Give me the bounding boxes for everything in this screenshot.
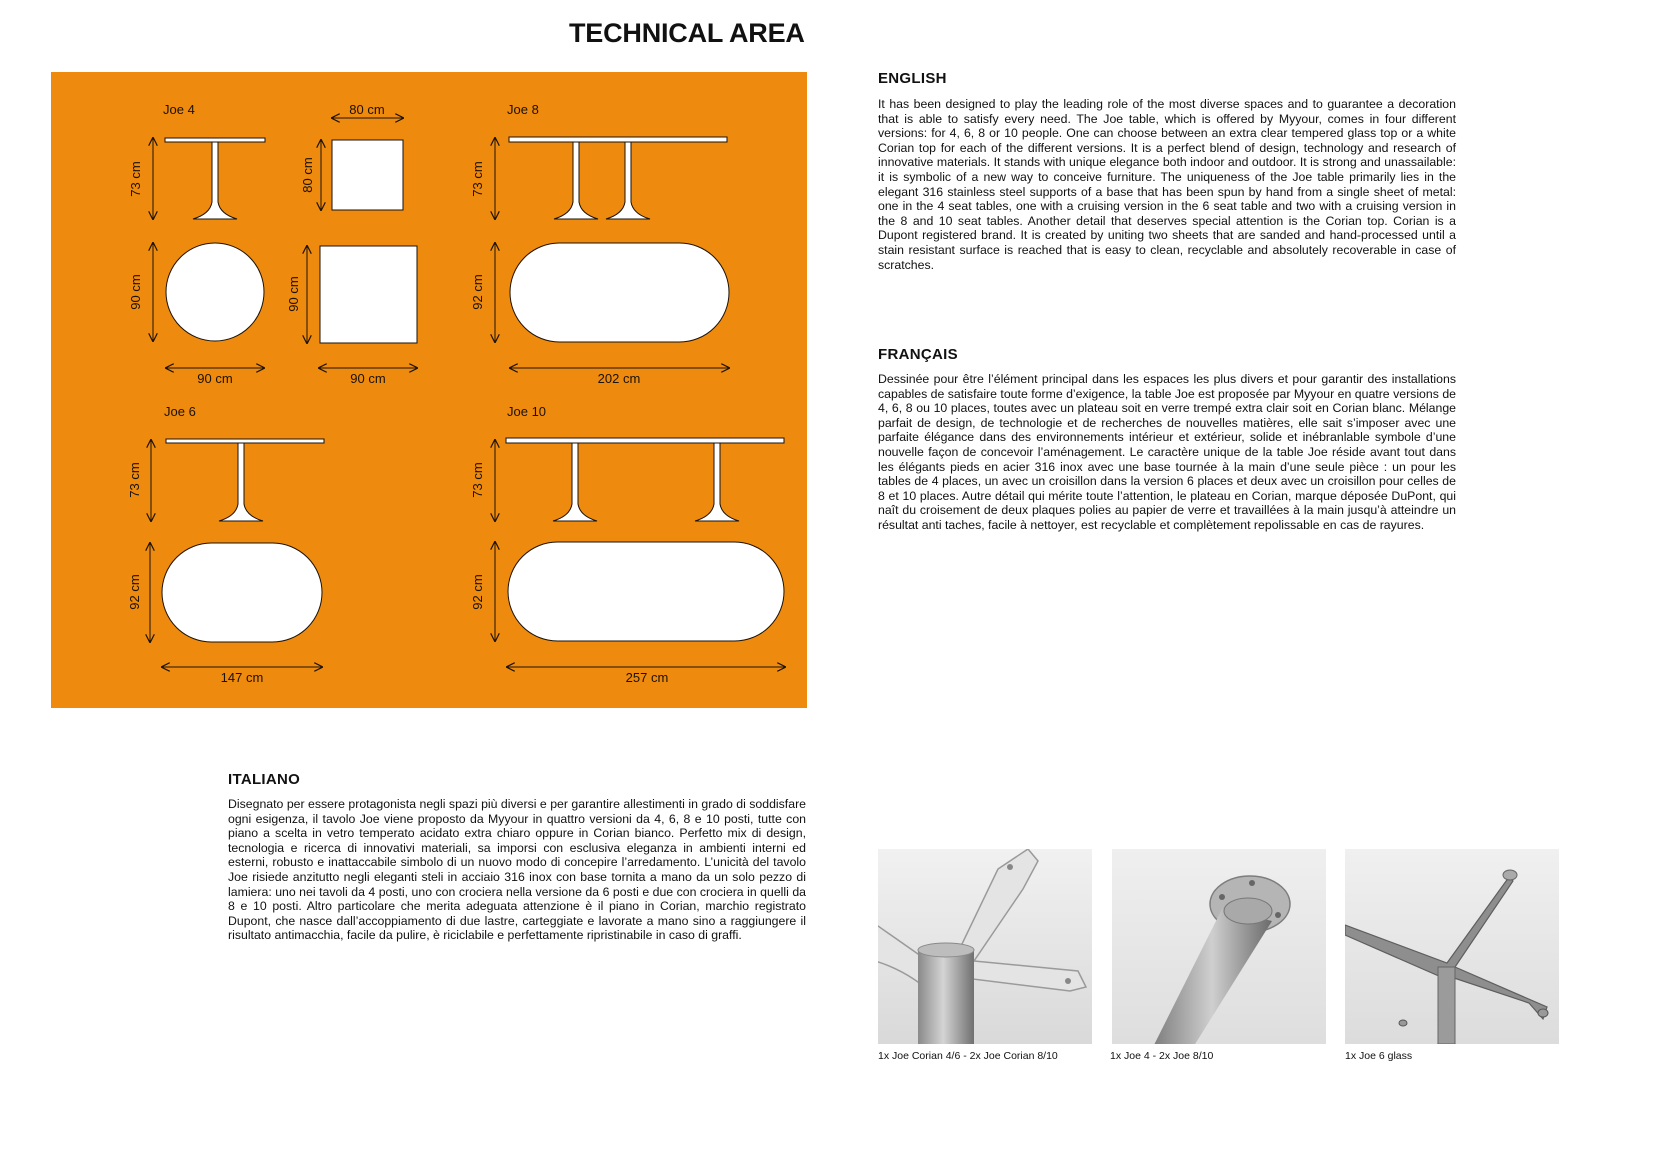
- square-depth-label: 90 cm: [286, 276, 301, 312]
- joe8-drawing: [470, 102, 729, 386]
- square-height-label: 80 cm: [300, 157, 315, 193]
- square-small-view: [332, 140, 403, 210]
- joe6-depth-label: 92 cm: [127, 574, 142, 610]
- photo-corian-base: [878, 849, 1092, 1044]
- page-title: TECHNICAL AREA: [569, 18, 805, 48]
- joe8-depth-label: 92 cm: [470, 274, 485, 310]
- joe10-drawing: [470, 404, 785, 685]
- joe6-side-leg: [219, 443, 263, 521]
- english-heading: ENGLISH: [878, 70, 947, 87]
- square-drawing: [286, 102, 417, 386]
- joe8-side-top: [509, 137, 727, 142]
- joe10-side-leg-right: [695, 443, 739, 521]
- photo-caption-2: 1x Joe 4 - 2x Joe 8/10: [1110, 1050, 1214, 1062]
- joe6-width-label: 147 cm: [220, 670, 264, 685]
- joe8-side-leg-left: [554, 142, 598, 219]
- joe10-side-leg-left: [553, 443, 597, 521]
- joe4-base-image: [1112, 849, 1326, 1044]
- square-top-view: [320, 246, 417, 343]
- joe8-height-label: 73 cm: [470, 161, 485, 197]
- joe4-width-label: 90 cm: [197, 371, 233, 386]
- joe6-drawing: [127, 404, 324, 685]
- square-width-label: 90 cm: [350, 371, 386, 386]
- joe10-depth-label: 92 cm: [470, 574, 485, 610]
- joe4-side-leg: [193, 142, 237, 219]
- technical-diagram: [51, 72, 807, 708]
- joe10-side-top: [506, 438, 784, 443]
- italian-body: Disegnato per essere protagonista negli spazi più diversi e per garantire allestimenti in grado di soddisfare ogni esigenza, il tavolo Joe viene proposto da Myyour in quattro versioni da 4, 6, 8 e 10 posti, tutte con piano a scelta in vetro temperato acidato extra chiaro oppure in Corian bianco. Perfetto mix di design, tecnologia e ricerca di innovativi materiali, sa imporsi con esclusiva eleganza in ambienti interni ed esterni, robusto e inattaccabile simbolo di un nuovo modo di concepire l’arredamento. L’unicità del tavolo Joe risiede anzitutto negli eleganti steli in acciaio 316 inox con base tornita a mano da un solo pezzo di lamiera: uno nei tavoli da 4 posti, uno con crociera nella versione da 6 posti e due con crociera in quelli da 8 e 10 posti. Altro particolare che merita adeguata attenzione è il piano in Corian, marchio registrato Dupont, che nasce dall’accoppiamento di due lastre, carteggiate e lavorate a mano sino a raggiungere il risultato antimacchia, facile da pulire, è riciclabile e perfettamente ripristinabile in caso di graffi.: [228, 797, 806, 943]
- joe10-label: Joe 10: [507, 404, 547, 419]
- technical-diagram-panel: [51, 72, 807, 708]
- joe6-height-label: 73 cm: [127, 462, 142, 498]
- joe8-top-view: [510, 243, 729, 342]
- english-body: It has been designed to play the leading role of the most diverse spaces and to guarantee a decoration that is able to satisfy every need. The Joe table, which is offered by Myyour, comes in four different versions: for 4, 6, 8 or 10 people. One can choose between an extra clear tempered glass top or a white Corian top for each of the different versions. It is a perfect blend of design, technology and research of innovative materials. It stands with unique elegance both indoor and outdoor. It is strong and unassailable: it is symbolic of a new way to conceive furniture. The uniqueness of the Joe table primarily lies in the elegant 316 stainless steel supports of a base that has been spun by hand from a single sheet of metal: one in the 4 seat tables, one with a cruising version in the 6 seat table and two with a cruising version in the 8 and 10 seat tables. Another detail that deserves special attention is the Corian top. Corian is a Dupont registered brand. It is created by uniting two sheets that are sanded and hand-processed until a stain resistant surface is reached that is easy to clean, recyclable and absolutely recoverable in case of scratches.: [878, 97, 1456, 272]
- joe6-glass-base-image: [1345, 849, 1559, 1044]
- square-top-width-label: 80 cm: [349, 102, 385, 117]
- joe8-label: Joe 8: [507, 102, 539, 117]
- joe4-depth-label: 90 cm: [128, 274, 143, 310]
- joe4-drawing: [128, 102, 265, 386]
- joe6-side-top: [166, 439, 324, 443]
- joe10-top-view: [508, 542, 784, 641]
- joe6-top-view: [162, 543, 322, 642]
- corian-base-image: [878, 849, 1092, 1044]
- joe4-top-view: [166, 243, 264, 341]
- joe6-label: Joe 6: [164, 404, 196, 419]
- joe8-width-label: 202 cm: [597, 371, 641, 386]
- joe10-height-label: 73 cm: [470, 462, 485, 498]
- joe4-height-label: 73 cm: [128, 161, 143, 197]
- joe8-side-leg-right: [606, 142, 650, 219]
- photo-caption-3: 1x Joe 6 glass: [1345, 1050, 1413, 1062]
- joe10-width-label: 257 cm: [625, 670, 669, 685]
- photo-joe6-glass-base: [1345, 849, 1559, 1044]
- french-body: Dessinée pour être l’élément principal dans les espaces les plus divers et pour garantir des installations capables de satisfaire toute forme d’exigence, la table Joe est proposée par Myyour en quatre versions de 4, 6, 8 ou 10 places, toutes avec un plateau soit en verre trempé extra clair soit en Corian blanc. Mélange parfait de design, de technologie et de recherches de nouvelles matières, elle sait s’imposer avec une parfaite élégance dans des environnements intérieur et extérieur, solide et inébranlable symbole d’une nouvelle façon de concevoir l’aménagement. Le caractère unique de la table Joe réside avant tout dans les élégants pieds en acier 316 inox avec une base tournée à la main d’une seule pièce : un pour les tables de 4 places, un avec un croisillon dans la version 6 places et deux avec un croisillon pour celles de 8 et 10 places. Autre détail qui mérite toute l’attention, le plateau en Corian, marque déposée DuPont, qui naît du croisement de deux plaques polies au papier de verre et travaillées à la main jusqu’à atteindre un résultat anti taches, facile à nettoyer, est recyclable et complètement repolissable en cas de rayures.: [878, 372, 1456, 532]
- photo-joe4-base: [1112, 849, 1326, 1044]
- joe4-label: Joe 4: [163, 102, 195, 117]
- italian-heading: ITALIANO: [228, 771, 301, 788]
- french-heading: FRANÇAIS: [878, 346, 958, 363]
- photo-caption-1: 1x Joe Corian 4/6 - 2x Joe Corian 8/10: [878, 1050, 1058, 1062]
- joe4-side-top: [165, 138, 265, 142]
